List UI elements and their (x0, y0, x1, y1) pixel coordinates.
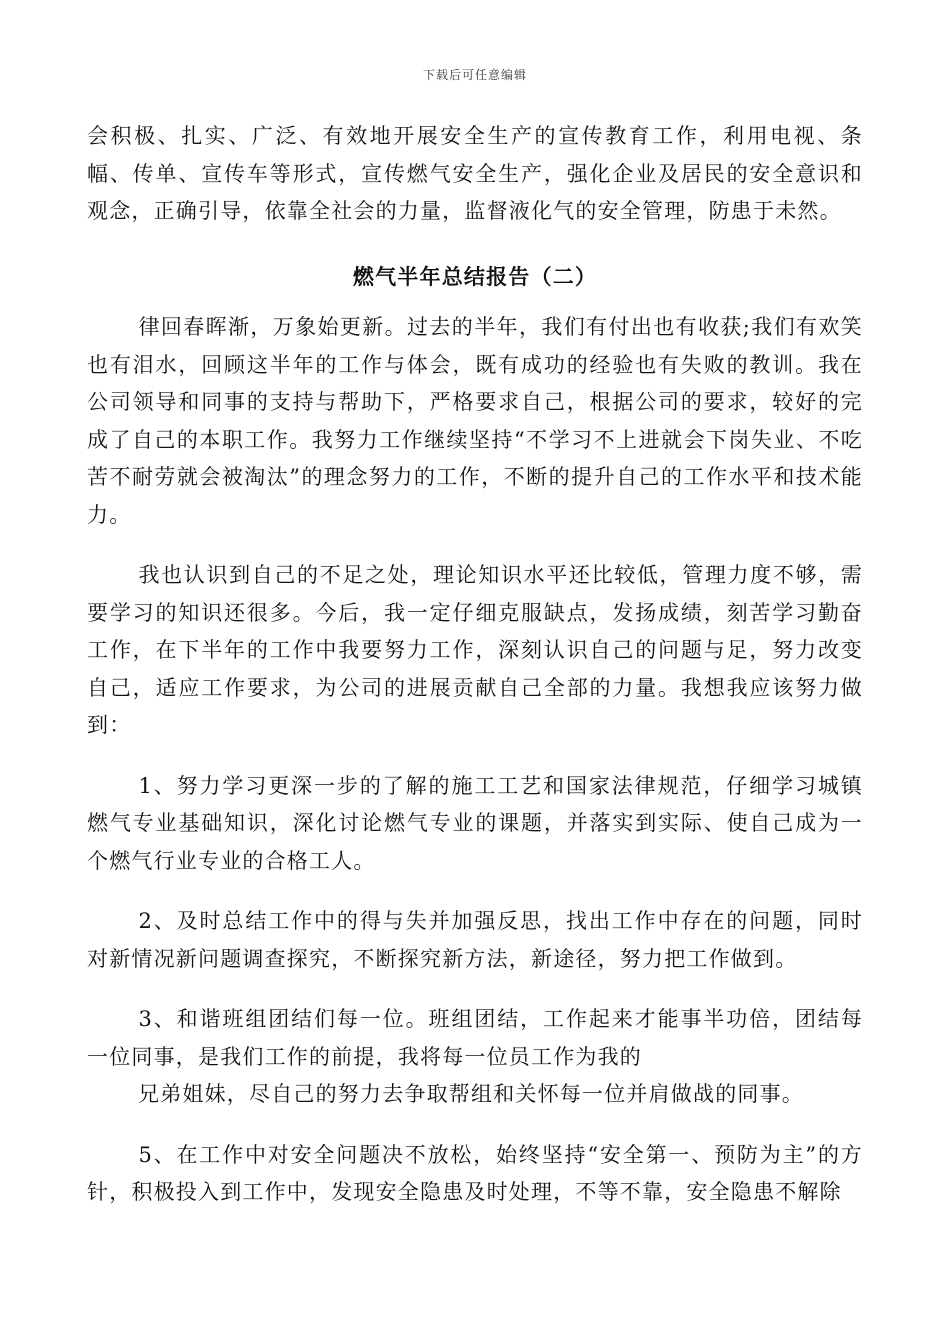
intro-paragraph: 会积极、扎实、广泛、有效地开展安全生产的宣传教育工作，利用电视、条幅、传单、宣传车等形式，宣传燃气安全生产，强化企业及居民的安全意识和观念，正确引导，依靠全社会的力量，监督液化气的安全管理，防患于未然。 (87, 124, 863, 223)
list-item-2: 2、及时总结工作中的得与失并加强反思，找出工作中存在的问题，同时对新情况新问题调查探究，不断探究新方法，新途径，努力把工作做到。 (87, 909, 863, 971)
list-item-5: 5、在工作中对安全问题决不放松，始终坚持“安全第一、预防为主”的方针，积极投入到工作中，发现安全隐患及时处理，不等不靠，安全隐患不解除 (87, 1142, 863, 1204)
list-item-3: 3、和谐班组团结们每一位。班组团结，工作起来才能事半功倍，团结每一位同事，是我们工作的前提，我将每一位员工作为我的 (87, 1007, 863, 1069)
continuation-line: 兄弟姐妹，尽自己的努力去争取帮组和关怀每一位并肩做战的同事。 (138, 1082, 804, 1106)
document-title: 燃气半年总结报告（二） (352, 263, 598, 289)
list-item-1: 1、努力学习更深一步的了解的施工工艺和国家法律规范，仔细学习城镇燃气专业基础知识，深化讨论燃气专业的课题，并落实到实际、使自己成为一个燃气行业专业的合格工人。 (87, 773, 863, 873)
paragraph-1: 律回春晖渐，万象始更新。过去的半年，我们有付出也有收获;我们有欢笑也有泪水，回顾这半年的工作与体会，既有成功的经验也有失败的教训。我在公司领导和同事的支持与帮助下，严格要求自己，根据公司的要求，较好的完成了自己的本职工作。我努力工作继续坚持“不学习不上进就会下岗失业、不吃苦不耐劳就会被淘汰”的理念努力的工作，不断的提升自己的工作水平和技术能力。 (87, 315, 863, 527)
document-body (87, 118, 863, 1212)
paragraph-2: 我也认识到自己的不足之处，理论知识水平还比较低，管理力度不够，需要学习的知识还很多。今后，我一定仔细克服缺点，发扬成绩，刻苦学习勤奋工作，在下半年的工作中我要努力工作，深刻认识自己的问题与足，努力改变自己，适应工作要求，为公司的进展贡献自己全部的力量。我想我应该努力做到： (87, 563, 863, 737)
page-header-note: 下载后可任意编辑 (422, 68, 527, 82)
